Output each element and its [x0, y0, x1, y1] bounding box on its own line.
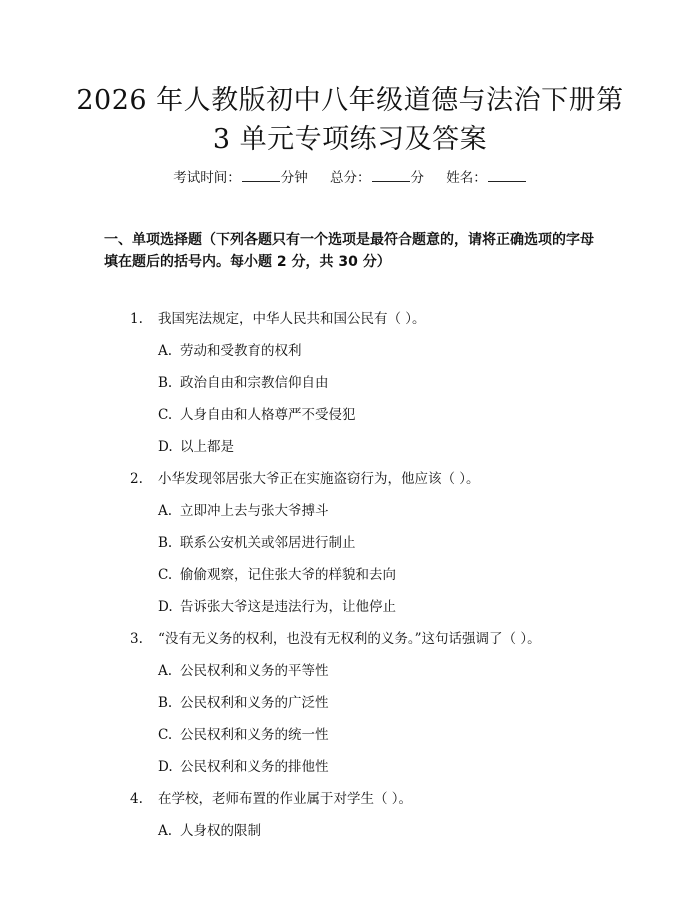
option-letter: D.	[158, 599, 173, 615]
option-letter: A.	[158, 343, 173, 359]
document-title-line-1: 2026 年人教版初中八年级道德与法治下册第	[76, 85, 624, 116]
option-text: 人身权的限制	[180, 823, 261, 839]
question-number: 3.	[130, 631, 143, 647]
exam-time-blank[interactable]	[242, 168, 280, 182]
option-text: 告诉张大爷这是违法行为，让他停止	[180, 599, 396, 615]
exam-score-label: 总分：	[330, 170, 371, 186]
question-number: 4.	[130, 791, 143, 807]
question-text: 小华发现邻居张大爷正在实施盗窃行为，他应该（ ）。	[158, 471, 480, 487]
question-2	[130, 469, 480, 489]
option-letter: B.	[158, 695, 173, 711]
option-2b	[158, 533, 356, 553]
option-letter: A.	[158, 823, 173, 839]
option-3c	[158, 725, 329, 745]
section-heading-line-2: 填在题后的括号内。每小题 2 分，共 30 分）	[104, 254, 391, 270]
option-2d	[158, 597, 396, 617]
option-1a	[158, 341, 302, 361]
question-text: 在学校，老师布置的作业属于对学生（ ）。	[158, 791, 413, 807]
exam-score	[330, 170, 428, 186]
option-1b	[158, 373, 329, 393]
question-number: 1.	[130, 311, 143, 327]
student-name	[446, 170, 527, 186]
section-heading-line-1: 一、单项选择题（下列各题只有一个选项是最符合题意的，请将正确选项的字母	[104, 232, 594, 248]
question-text: 我国宪法规定，中华人民共和国公民有（ ）。	[158, 311, 426, 327]
option-letter: B.	[158, 535, 173, 551]
exam-meta	[0, 168, 700, 188]
option-text: 公民权利和义务的广泛性	[180, 695, 329, 711]
option-1d	[158, 437, 234, 457]
exam-time-label: 考试时间：	[173, 170, 241, 186]
exam-time	[173, 170, 312, 186]
option-text: 劳动和受教育的权利	[180, 343, 302, 359]
option-text: 联系公安机关或邻居进行制止	[180, 535, 356, 551]
question-text: “没有无义务的权利，也没有无权利的义务。”这句话强调了（ ）。	[158, 631, 541, 647]
option-1c	[158, 405, 356, 425]
exam-score-unit: 分	[410, 170, 424, 186]
option-text: 政治自由和宗教信仰自由	[180, 375, 329, 391]
option-letter: A.	[158, 663, 173, 679]
option-letter: C.	[158, 727, 173, 743]
option-3a	[158, 661, 329, 681]
option-2a	[158, 501, 329, 521]
option-text: 立即冲上去与张大爷搏斗	[180, 503, 329, 519]
option-text: 公民权利和义务的排他性	[180, 759, 329, 775]
question-3	[130, 629, 541, 649]
option-text: 偷偷观察，记住张大爷的样貌和去向	[180, 567, 396, 583]
option-text: 以上都是	[180, 439, 234, 455]
question-number: 2.	[130, 471, 143, 487]
option-4a	[158, 821, 261, 841]
option-text: 公民权利和义务的平等性	[180, 663, 329, 679]
student-name-label: 姓名：	[446, 170, 487, 186]
option-letter: B.	[158, 375, 173, 391]
option-text: 公民权利和义务的统一性	[180, 727, 329, 743]
exam-time-unit: 分钟	[280, 170, 308, 186]
option-letter: D.	[158, 439, 173, 455]
question-4	[130, 789, 412, 809]
option-letter: D.	[158, 759, 173, 775]
exam-score-blank[interactable]	[372, 168, 410, 182]
student-name-blank[interactable]	[488, 168, 526, 182]
option-3b	[158, 693, 329, 713]
question-1	[130, 309, 426, 329]
option-letter: A.	[158, 503, 173, 519]
option-letter: C.	[158, 407, 173, 423]
option-3d	[158, 757, 329, 777]
option-text: 人身自由和人格尊严不受侵犯	[180, 407, 356, 423]
option-2c	[158, 565, 396, 585]
document-title-line-2: 3 单元专项练习及答案	[212, 124, 488, 155]
option-letter: C.	[158, 567, 173, 583]
